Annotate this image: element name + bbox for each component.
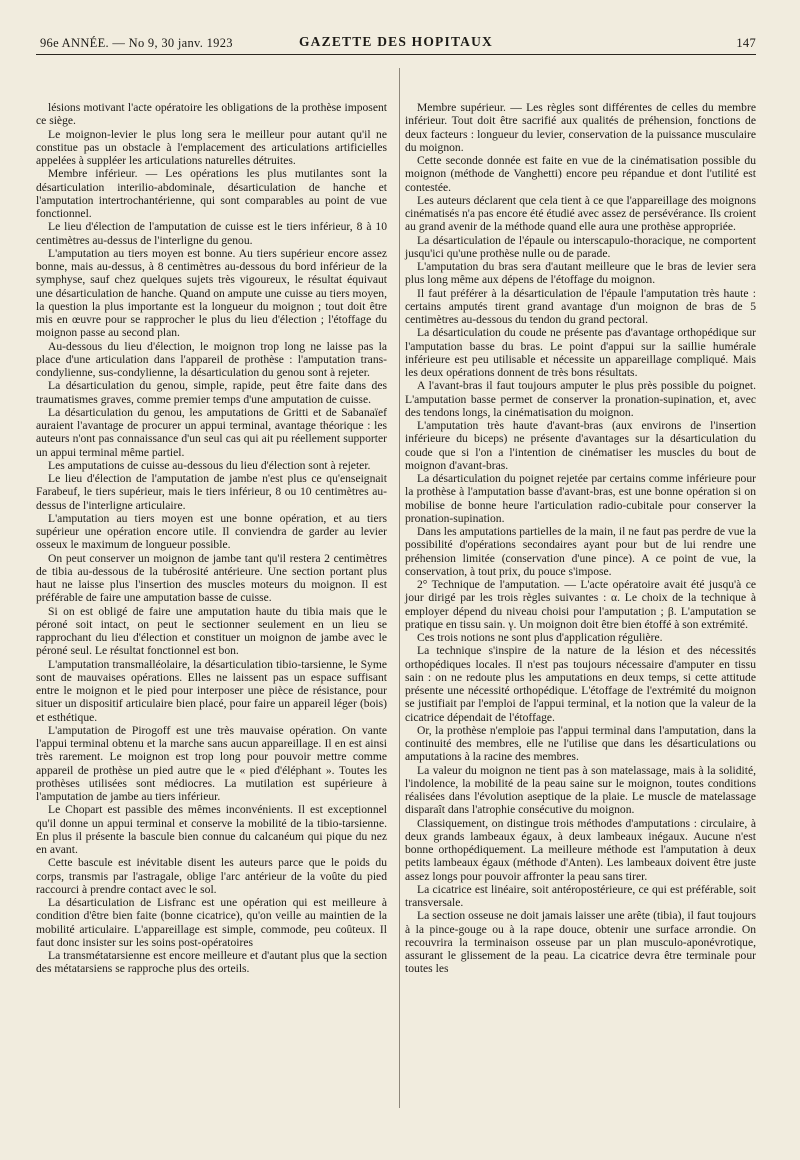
right-paragraph: La désarticulation du poignet rejetée par certains comme inférieure pour la prothèse à l'amputation basse d'avant-bras, est une bonne opération si on mobilise de bonne heure l'articulation radio-cubitale pour conserver la pronation-supination. <box>405 472 756 525</box>
left-paragraph: Le lieu d'élection de l'amputation de jambe n'est plus ce qu'enseignait Farabeuf, le tiers supérieur, mais le tiers inférieur, 8 ou 10 centimètres au-dessus de l'interligne articulaire. <box>36 472 387 512</box>
right-paragraph: La valeur du moignon ne tient pas à son matelassage, mais à la solidité, l'indolence, la mobilité de la peau saine sur le moignon, toutes conditions réalisées dans l'évolution aseptique de la plaie. Le muscle de matelassage disparaît dans l'atrophie consécutive du moignon. <box>405 763 756 817</box>
column-divider <box>399 68 400 1108</box>
left-paragraph: Le moignon-levier le plus long sera le meilleur pour autant qu'il ne constitue pas un obstacle à l'emplacement des articulations artificielles appelées à suppléer les articulations naturelles détruites. <box>36 127 387 167</box>
left-paragraph: Cette bascule est inévitable disent les auteurs parce que le poids du corps, transmis par l'astragale, oblige l'arc antérieur de la voûte du pied raccourci à prendre contact avec le sol. <box>36 856 387 896</box>
right-paragraph: La cicatrice est linéaire, soit antéropostérieure, ce qui est préférable, soit transversale. <box>405 882 756 909</box>
text-columns <box>36 101 756 976</box>
left-paragraph: Au-dessous du lieu d'élection, le moignon trop long ne laisse pas la place d'une articulation dans l'appareil de prothèse : l'amputation trans-condylienne, sus-condylienne, la désarticulation du genou sont à rejeter. <box>36 339 387 379</box>
left-paragraph: L'amputation au tiers moyen est une bonne opération, et au tiers supérieur une opération encore utile. Il conviendra de garder au levier osseux le maximum de longueur possible. <box>36 511 387 552</box>
left-paragraph: lésions motivant l'acte opératoire les obligations de la prothèse imposent ce siège. <box>36 101 387 128</box>
left-paragraph: La désarticulation de Lisfranc est une opération qui est meilleure à condition d'être bien faite (bonne cicatrice), qu'on veille au maintien de la mobilité articulaire. L'appareillage est simple, commode, peu coûteux. Il faut donc insister sur les soins post-opératoires <box>36 896 387 949</box>
right-paragraph: Membre supérieur. — Les règles sont différentes de celles du membre inférieur. Tout doit être sacrifié aux qualités de préhension, fonctions de deux facteurs : longueur du levier, conservation de la puissance musculaire du moignon. <box>405 101 756 154</box>
page-header <box>36 30 756 55</box>
left-paragraph: Membre inférieur. — Les opérations les plus mutilantes sont la désarticulation interilio-abdominale, désarticulation de hanche et l'amputation intertrochantérienne, qui sont comparables au point de vue fonctionnel. <box>36 167 387 220</box>
right-paragraph: A l'avant-bras il faut toujours amputer le plus près possible du poignet. L'amputation basse permet de conserver la pronation-supination, et, avec des tendons longs, la cinématisation du moignon. <box>405 379 756 419</box>
right-paragraph: L'amputation du bras sera d'autant meilleure que le bras de levier sera plus long même aux dépens de l'étoffage du moignon. <box>405 260 756 287</box>
right-paragraph: Cette seconde donnée est faite en vue de la cinématisation possible du moignon (méthode de Vanghetti) encore peu répandue et dont l'utilité est contestée. <box>405 154 756 194</box>
left-paragraph: La désarticulation du genou, les amputations de Gritti et de Sabanaïef auraient l'avantage de procurer un appui terminal, avantage théorique : les auteurs n'ont pas connaissance d'un seul cas qui ait pu réellement supporter un appui terminal même partiel. <box>36 405 387 459</box>
left-paragraph: Le Chopart est passible des mêmes inconvénients. Il est exceptionnel qu'il donne un appui terminal et conserve la mobilité de la tibio-tarsienne. En plus il présente la bascule bien connue du calcanéum qui pique du nez en avant. <box>36 803 387 856</box>
right-paragraph: La désarticulation du coude ne présente pas d'avantage orthopédique sur l'amputation basse du bras. Le point d'appui sur la saillie humérale inférieure est peu utilisable et nécessite un appareillage compliqué. Mais les deux opérations donnent de très bons résultats. <box>405 326 756 379</box>
right-paragraph: L'amputation très haute d'avant-bras (aux environs de l'insertion inférieure du biceps) ne présente d'avantages sur la désarticulation du coude que si l'on a l'intention de cinématiser les muscles du bout de moignon d'avant-bras. <box>405 419 756 472</box>
left-paragraph: L'amputation transmalléolaire, la désarticulation tibio-tarsienne, le Syme sont de mauvaises opérations. Elles ne laissent pas un espace suffisant entre le moignon et le pied pour interposer une pièce de résistance, pour situer un dispositif articulaire bien placé, pour faire un appareil léger (bois) et esthétique. <box>36 657 387 724</box>
left-paragraph: La désarticulation du genou, simple, rapide, peut être faite dans des traumatismes graves, comme premier temps d'une amputation de cuisse. <box>36 379 387 406</box>
right-paragraph: Il faut préférer à la désarticulation de l'épaule l'amputation très haute : certains amputés tirent grand avantage d'un moignon de bras de 5 centimètres au-dessous du tendon du grand pectoral. <box>405 286 756 326</box>
right-paragraph: Les auteurs déclarent que cela tient à ce que l'appareillage des moignons cinématisés n'a pas encore été étudié avec assez de persévérance. Ils croient au grand avenir de la méthode quand elle aura une prothèse appropriée. <box>405 193 757 234</box>
issue-info: 96e ANNÉE. — No 9, 30 janv. 1923 <box>40 36 233 50</box>
right-paragraph: La section osseuse ne doit jamais laisser une arête (tibia), il faut toujours à la pince-gouge ou à la rape douce, obtenir une surface arrondie. On recouvrira la terminaison osseuse par un plan musculo-aponévrotique, assurant le glissement de la peau. La cicatrice devra être terminale pour toutes les <box>405 909 756 976</box>
right-column <box>405 101 756 976</box>
left-paragraph: L'amputation au tiers moyen est bonne. Au tiers supérieur encore assez bonne, mais au-dessus, à 8 centimètres au-dessous du bord inférieur de la symphyse, sauf chez quelques sujets très vigoureux, le résultat équivaut une désarticulation de hanche. Quand on ampute une cuisse au tiers moyen, la question la plus importante est la longueur du moignon ; tout doit être mis en œuvre pour se rapprocher le plus du lieu d'élection ; l'étoffage du moignon passe au second plan. <box>36 246 387 340</box>
right-paragraph: Or, la prothèse n'emploie pas l'appui terminal dans l'amputation, dans la continuité des membres, elle ne l'utilise que dans les désarticulations ou amputations à la racine des membres. <box>405 723 756 764</box>
right-paragraph: Ces trois notions ne sont plus d'application régulière. <box>417 631 663 644</box>
right-paragraph: Classiquement, on distingue trois méthodes d'amputations : circulaire, à deux grands lambeaux égaux, à deux lambeaux inégaux. Aucune n'est bonne orthopédiquement. La meilleure méthode est l'amputation à deux petits lambeaux égaux (méthode d'Anten). Les lambeaux doivent être juste assez longs pour pouvoir affronter la peau sans tirer. <box>405 816 756 883</box>
left-paragraph: La transmétatarsienne est encore meilleure et d'autant plus que la section des métatarsiens se rapproche plus des orteils. <box>36 949 387 976</box>
page-number: 147 <box>736 36 756 50</box>
left-column <box>36 101 387 976</box>
right-paragraph: La désarticulation de l'épaule ou interscapulo-thoracique, ne comportent jusqu'ici qu'une prothèse nulle ou de parade. <box>405 233 756 260</box>
left-paragraph: On peut conserver un moignon de jambe tant qu'il restera 2 centimètres de tibia au-dessous de la tubérosité antérieure. Une section portant plus haut ne laisse plus l'insertion des muscles moteurs du moignon. Il est préférable de faire une amputation basse de cuisse. <box>36 551 387 605</box>
journal-title: GAZETTE DES HOPITAUX <box>298 34 494 49</box>
right-paragraph: La technique s'inspire de la nature de la lésion et des nécessités orthopédiques locales. Il n'est pas toujours nécessaire d'amputer en tissu sain : on ne redoute plus les amputations en deux temps, si cette attitude présente une nécessité orthopédique. L'étoffage de l'extrémité du moignon se justifiait par l'emploi de l'appui terminal, et la notion que la valeur de la cicatrice dépendait de l'étoffage. <box>405 644 756 724</box>
left-paragraph: Si on est obligé de faire une amputation haute du tibia mais que le péroné soit intact, on peut le sectionner seulement en un lieu se rapprochant du lieu d'élection et constituer un moignon de jambe avec le péroné seul. Le résultat fonctionnel est bon. <box>36 604 387 658</box>
right-paragraph: 2° Technique de l'amputation. — L'acte opératoire avait été jusqu'à ce jour dirigé par les trois règles suivantes : α. Le choix de la technique à employer dépend du niveau choisi pour l'amputation ; β. L'amputation se pratique en tissu sain. γ. Un moignon doit être bien étoffé à son extrémité. <box>405 578 756 631</box>
left-paragraph: Le lieu d'élection de l'amputation de cuisse est le tiers inférieur, 8 à 10 centimètres au-dessus de l'interligne du genou. <box>36 220 387 247</box>
left-paragraph: L'amputation de Pirogoff est une très mauvaise opération. On vante l'appui terminal obtenu et la marche sans aucun appareillage. Il en est ainsi très rarement. Le moignon est trop long pour pouvoir mettre comme appareil de prothèse un pied autre que le « pied d'éléphant ». Toutes les prothèses utilisées sont médiocres. La mutilation est supérieure à l'amputation de jambe au tiers inférieur. <box>36 723 387 803</box>
right-paragraph: Dans les amputations partielles de la main, il ne faut pas perdre de vue la possibilité d'opérations secondaires ayant pour but de lui rendre une préhension limitée (conservation d'une pince). A ce point de vue, la conservation, à tout prix, du pouce s'impose. <box>405 525 756 578</box>
left-paragraph: Les amputations de cuisse au-dessous du lieu d'élection sont à rejeter. <box>48 458 371 472</box>
